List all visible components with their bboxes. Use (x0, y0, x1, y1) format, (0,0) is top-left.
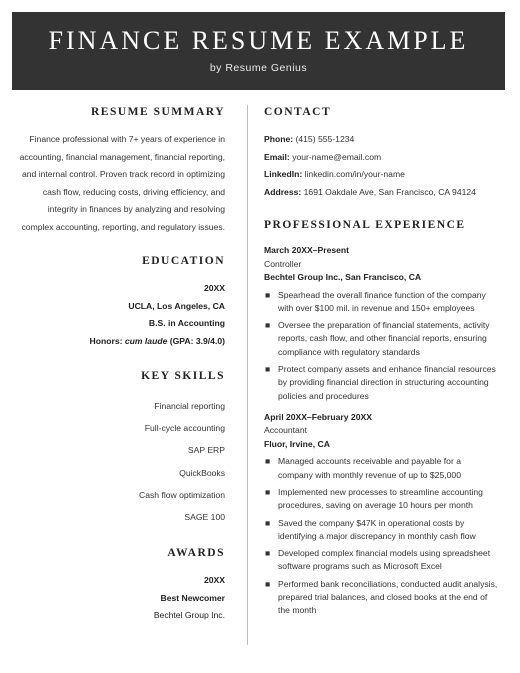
job-bullets (264, 455, 498, 617)
bullet-text: Saved the company $47K in operational costs by identifying a major discrepancy in monthly cash flow (278, 517, 476, 541)
contact-phone (264, 131, 498, 149)
left-column (14, 105, 225, 625)
bullet-text: Protect company assets and enhance financial resources by providing financial direction in structuring accounting policies and procedures (278, 363, 496, 401)
education-honors (14, 333, 225, 351)
education-year: 20XX (203, 283, 225, 293)
bullet-icon: ■ (265, 578, 271, 589)
skill-item: SAP ERP (187, 445, 225, 456)
job-bullet (264, 289, 498, 316)
phone-value: (415) 555-1234 (295, 134, 355, 144)
email-value[interactable]: your-name@email.com (292, 151, 382, 162)
job-bullet (264, 486, 498, 513)
bullet-text: Oversee the preparation of financial statements, activity reports, cash flow, and other financial reports, ensuring compliance with regulatory standards (278, 320, 490, 357)
right-column (264, 105, 498, 626)
job-entry (264, 244, 498, 403)
job-bullet (264, 363, 498, 403)
job-dates: April 20XX–February 20XX (264, 411, 372, 422)
award-org: Bechtel Group Inc. (153, 610, 225, 621)
skill-item: SAGE 100 (184, 512, 225, 523)
skill-item: QuickBooks (179, 467, 225, 478)
bullet-text: Implemented new processes to streamline accounting procedures, saving on average 10 hours per month (278, 486, 483, 511)
resume-title: FINANCE RESUME EXAMPLE (48, 26, 469, 55)
job-role: Controller (264, 258, 302, 269)
job-bullet (264, 578, 498, 618)
bullet-text: Developed complex financial models using spreadsheet software programs such as Microsoft Excel (278, 548, 491, 572)
award-year: 20XX (203, 575, 225, 586)
education-heading: EDUCATION (142, 255, 225, 267)
bullet-text: Performed bank reconciliations, conducted audit analysis, prepared trial balances, and closed books at the end of the month (278, 578, 498, 616)
job-bullet (264, 547, 498, 574)
honors-prefix: Honors: (89, 335, 125, 346)
resume-byline: by Resume Genius (209, 62, 308, 74)
honors-suffix: (GPA: 3.9/4.0) (167, 335, 225, 346)
bullet-icon: ■ (265, 456, 271, 467)
linkedin-label: LinkedIn: (264, 169, 303, 179)
bullet-text: Spearhead the overall finance function of the company with over $100 mil. in revenue and 150+ employees (278, 289, 486, 313)
resume-header (12, 12, 505, 90)
bullet-icon: ■ (265, 486, 271, 497)
job-bullet (264, 455, 498, 482)
education-section (14, 280, 225, 350)
summary-text: Finance professional with 7+ years of experience in accounting, financial management, financial reporting, and internal control. Proven track record in optimizing cash flow, reducing costs, driving efficiency, and integrity in finances by analyzing and resolving complex accounting, reporting, and regulatory issues. (19, 134, 225, 232)
job-dates: March 20XX–Present (264, 245, 350, 255)
contact-email (264, 149, 498, 167)
bullet-icon: ■ (265, 517, 271, 528)
email-label: Email: (264, 151, 290, 162)
honors-italic: cum laude (124, 335, 168, 346)
skill-item: Full-cycle accounting (144, 423, 225, 434)
skill-item: Financial reporting (154, 401, 225, 411)
contact-section (264, 131, 498, 201)
summary-heading: RESUME SUMMARY (91, 106, 225, 118)
bullet-icon: ■ (265, 289, 271, 300)
linkedin-value[interactable]: linkedin.com/in/your-name (304, 169, 405, 179)
job-entry (264, 411, 498, 618)
job-bullet (264, 517, 498, 544)
bullet-icon: ■ (265, 548, 271, 559)
contact-heading: CONTACT (264, 106, 332, 118)
job-bullet (264, 319, 498, 359)
job-company: Fluor, Irvine, CA (264, 438, 330, 449)
skill-item: Cash flow optimization (139, 489, 225, 500)
bullet-icon: ■ (265, 320, 271, 331)
job-company: Bechtel Group Inc., San Francisco, CA (264, 272, 422, 282)
job-bullets (264, 289, 498, 403)
awards-heading: AWARDS (167, 547, 225, 560)
education-degree: B.S. in Accounting (148, 318, 225, 328)
contact-address (264, 184, 498, 202)
education-school: UCLA, Los Angeles, CA (128, 300, 225, 311)
bullet-text: Managed accounts receivable and payable for a company with monthly revenue of up to $25,000 (278, 456, 461, 480)
experience-heading: PROFESSIONAL EXPERIENCE (264, 219, 466, 231)
address-label: Address: (264, 186, 302, 197)
skills-list (14, 395, 225, 528)
bullet-icon: ■ (265, 363, 271, 374)
skills-heading: KEY SKILLS (141, 370, 225, 382)
job-role: Accountant (264, 425, 307, 436)
contact-linkedin (264, 166, 498, 184)
column-divider (247, 105, 248, 645)
awards-section (14, 572, 225, 625)
address-value: 1691 Oakdale Ave, San Francisco, CA 94124 (303, 186, 476, 197)
phone-label: Phone: (264, 134, 294, 144)
award-name: Best Newcomer (160, 592, 225, 603)
